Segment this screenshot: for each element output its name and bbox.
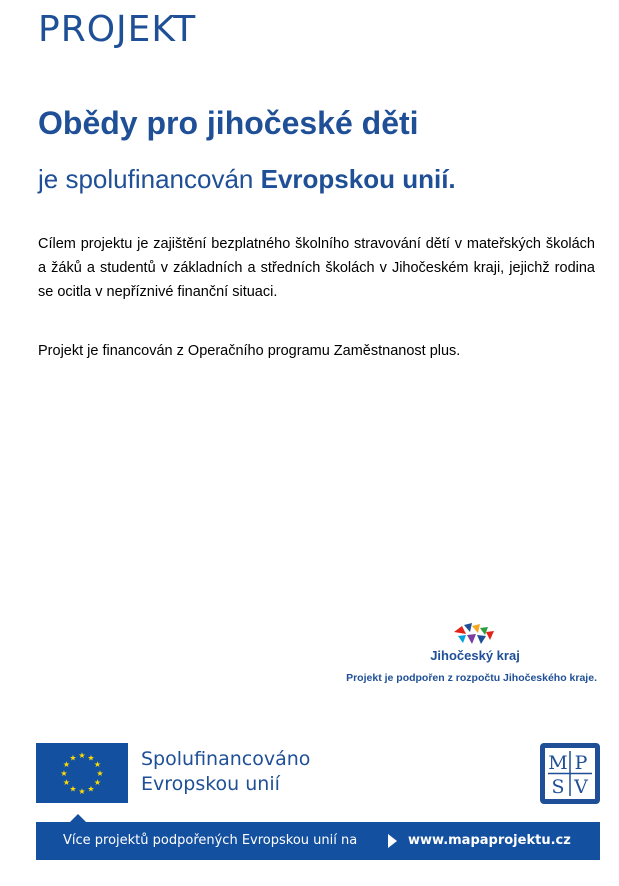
svg-text:★: ★: [96, 769, 104, 778]
svg-text:★: ★: [78, 787, 86, 796]
projekt-label: PROJEKT: [38, 9, 197, 50]
cofinanced-line: [38, 163, 456, 195]
cofinanced-prefix: je spolufinancován: [38, 164, 261, 194]
footer-url-link[interactable]: www.mapaprojektu.cz: [408, 833, 571, 848]
svg-text:M: M: [548, 752, 568, 774]
svg-text:★: ★: [62, 778, 71, 787]
svg-text:★: ★: [62, 760, 71, 769]
jihocesky-kraj-logo-icon: [452, 622, 498, 646]
eu-stars: [36, 743, 128, 803]
eu-cofinanced-text: [141, 747, 310, 797]
mpsv-logo-icon: [540, 743, 600, 804]
eu-text-line2: Evropskou unií: [141, 773, 280, 795]
svg-text:★: ★: [78, 751, 86, 760]
svg-text:★: ★: [69, 753, 77, 763]
eu-flag-icon: [36, 743, 128, 803]
svg-text:★: ★: [87, 784, 95, 794]
svg-text:★: ★: [93, 778, 102, 787]
regional-support-note: Projekt je podpořen z rozpočtu Jihočeského kraje.: [346, 672, 597, 684]
svg-text:★: ★: [69, 784, 77, 794]
project-title: Obědy pro jihočeské děti: [38, 105, 419, 141]
cofinanced-eu: Evropskou unií.: [260, 164, 456, 194]
eu-text-line1: Spolufinancováno: [141, 748, 311, 770]
footer-tab-notch: [70, 814, 86, 822]
svg-text:★: ★: [93, 760, 102, 769]
footer-bar: [36, 822, 600, 860]
svg-text:S: S: [551, 776, 565, 798]
svg-text:P: P: [574, 752, 588, 774]
footer-text: Více projektů podpořených Evropskou unií na: [63, 833, 358, 848]
jihocesky-kraj-logo: [420, 622, 530, 668]
svg-text:★: ★: [87, 753, 95, 763]
svg-text:V: V: [574, 776, 588, 798]
svg-text:★: ★: [60, 769, 68, 778]
project-description: Cílem projektu je zajištění bezplatného školního stravování dětí v mateřských školách a žáků a studentů v základních a středních školách v Jihočeském kraji, jejichž rodina se ocitla v nepříznivé finanční situaci.: [38, 236, 595, 300]
jihocesky-kraj-name: Jihočeský kraj: [430, 648, 520, 663]
financing-statement: Projekt je financován z Operačního programu Zaměstnanost plus.: [38, 343, 461, 359]
arrow-right-icon: [388, 834, 397, 848]
